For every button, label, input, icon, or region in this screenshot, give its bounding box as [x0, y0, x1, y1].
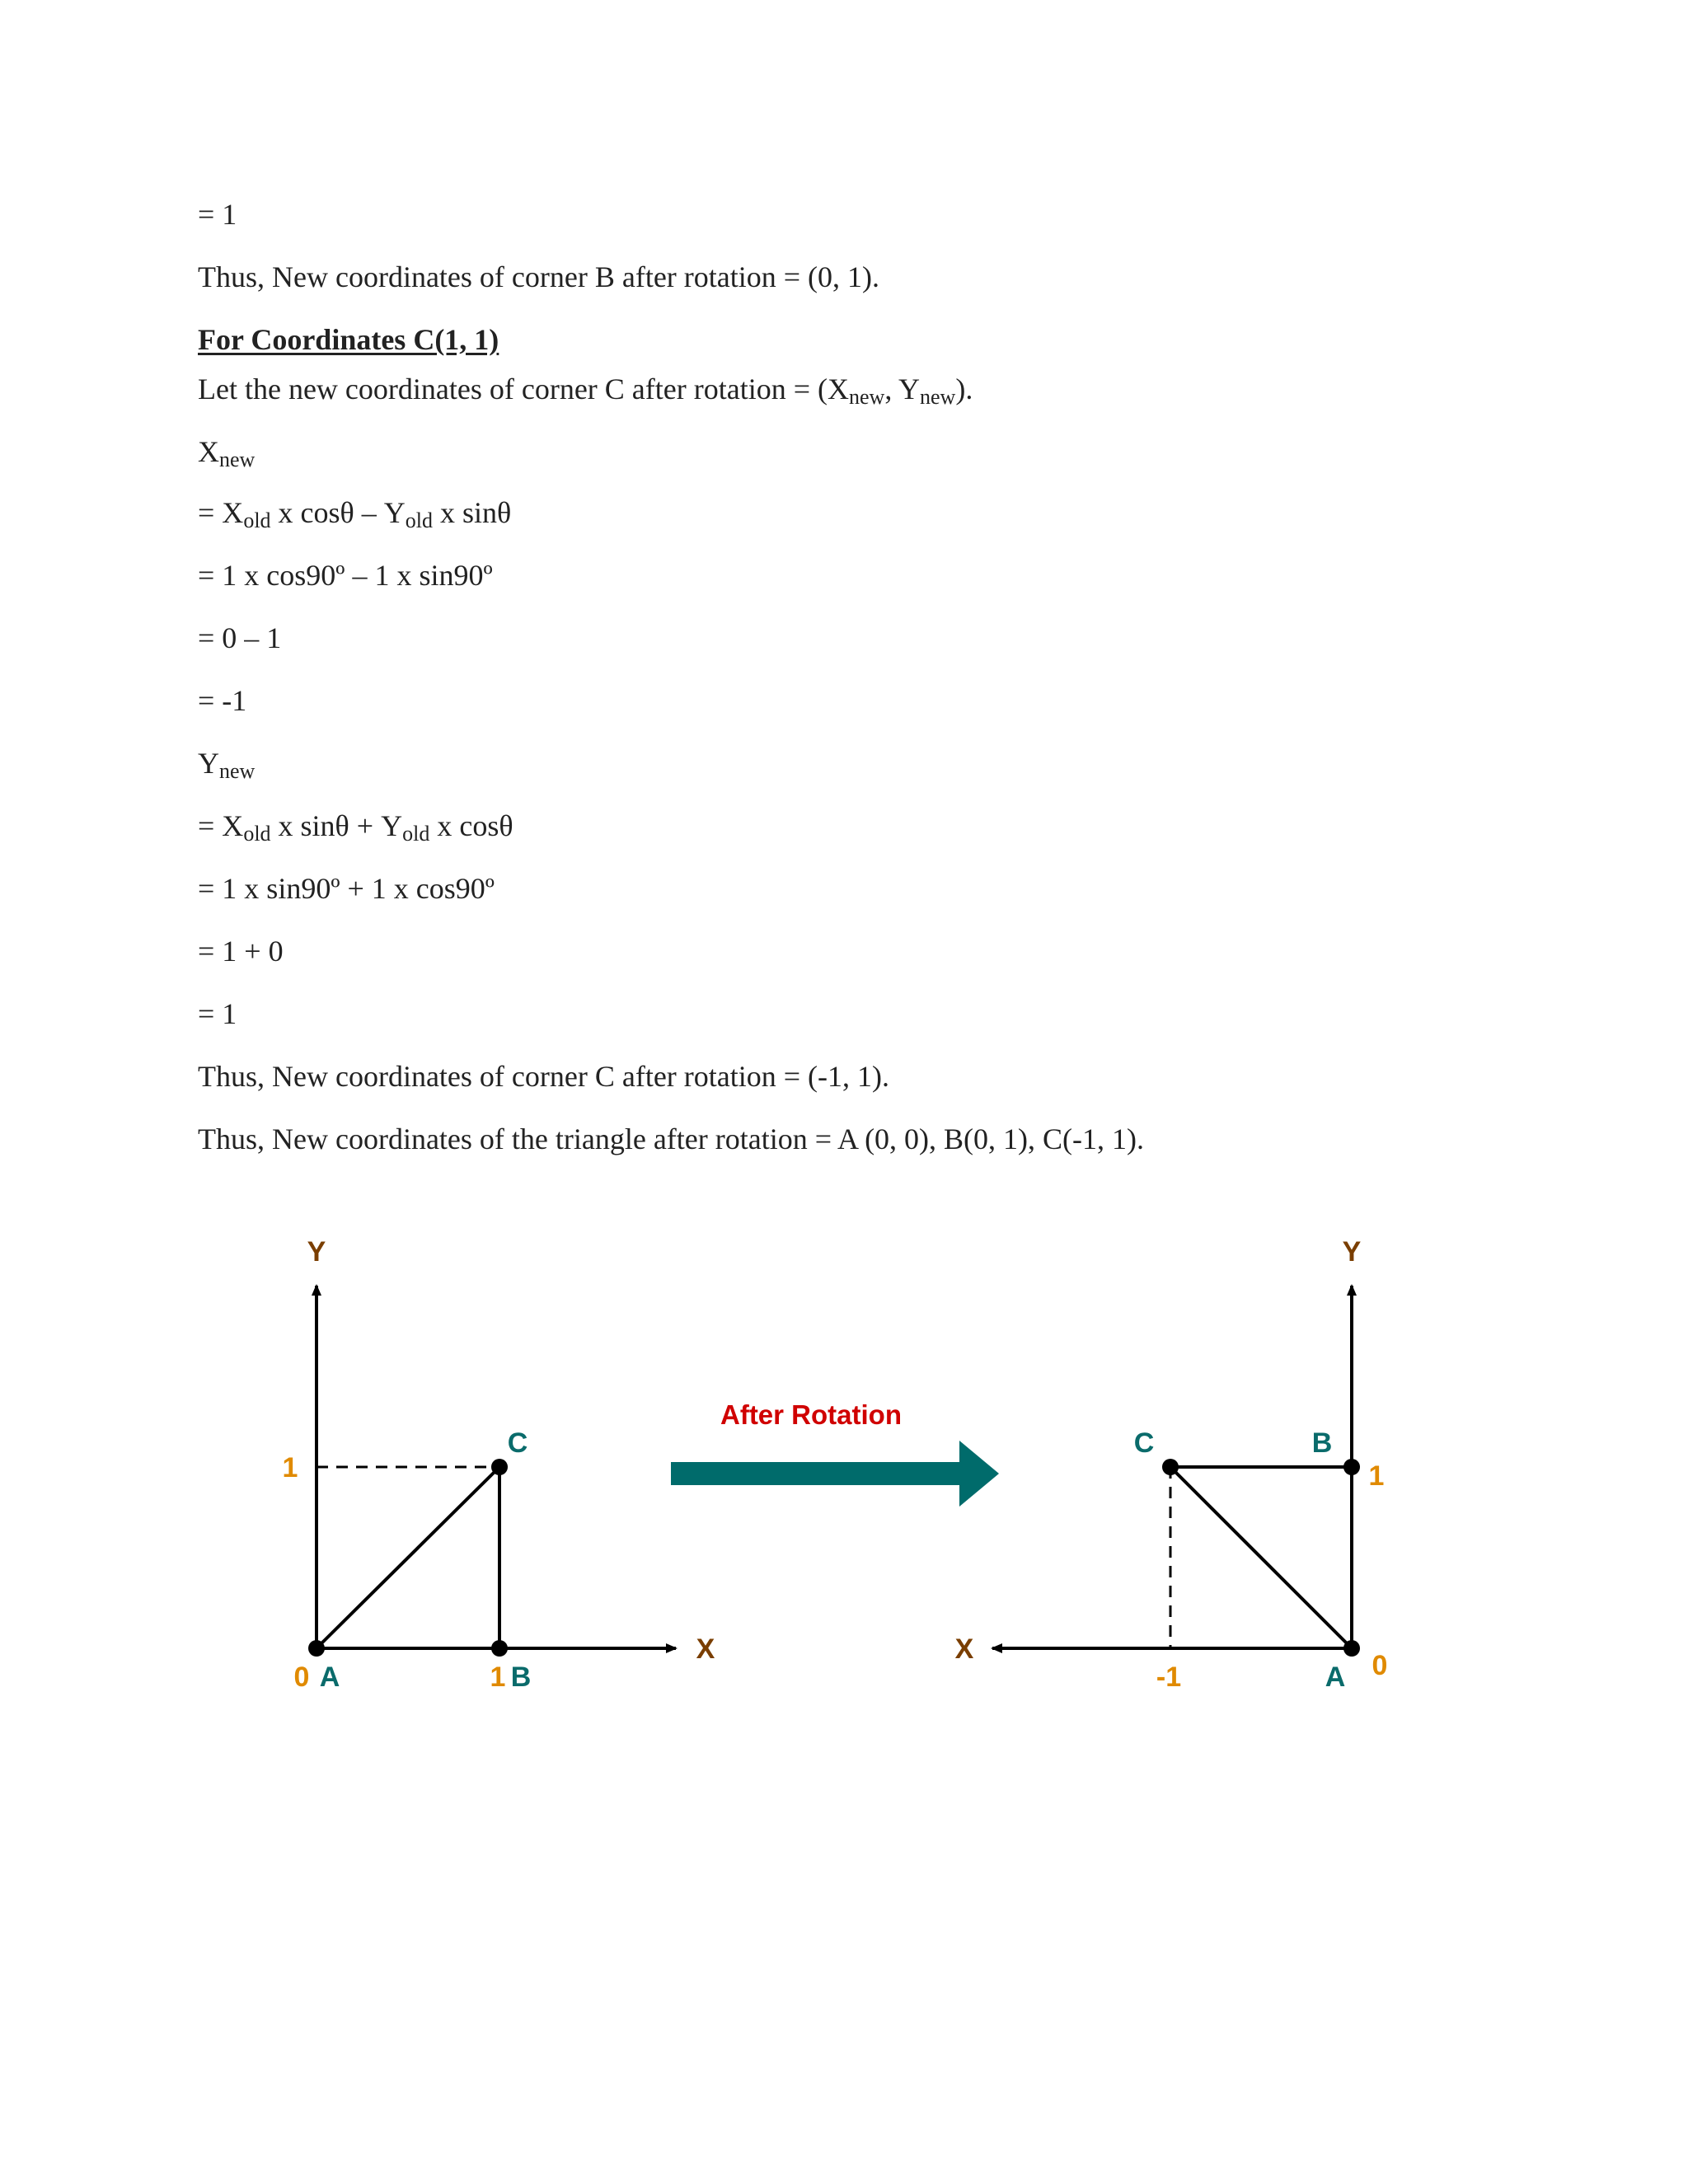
- text-line: $Y_{new}$: [198, 747, 256, 783]
- point-a: [1343, 1640, 1360, 1657]
- text-line: = -1: [198, 684, 247, 717]
- point-c-label: C: [1133, 1427, 1155, 1459]
- point-b-label: B: [1311, 1427, 1333, 1459]
- tick-neg1-x: -1: [1156, 1661, 1182, 1693]
- triangle-edge-ca: [1170, 1467, 1352, 1648]
- y-axis-label: Y: [1342, 1236, 1362, 1268]
- text-line: = $X_{old}$ x $\sin\theta + Y_{old}$ x cosθ: [198, 809, 513, 846]
- point-b: [1343, 1459, 1360, 1475]
- point-a: [308, 1640, 325, 1657]
- text-line: Thus, New coordinates of corner B after rotation = (0, 1).: [198, 260, 880, 293]
- y-axis-label: Y: [307, 1236, 326, 1268]
- point-b-label: B: [510, 1661, 532, 1693]
- point-a-label: A: [319, 1661, 340, 1693]
- triangle-edge-ac: [316, 1467, 499, 1648]
- tick-0: 0: [1372, 1650, 1388, 1681]
- x-axis-label: X: [954, 1633, 974, 1665]
- tick-1-y: 1: [1368, 1460, 1385, 1492]
- text-line: Thus, New coordinates of the triangle after rotation = A (0, 0), B(0, 1), C(-1, 1).: [198, 1122, 1145, 1155]
- text-line: = 1: [198, 997, 237, 1030]
- text-line: Thus, New coordinates of corner C after rotation = (-1, 1).: [198, 1060, 890, 1093]
- point-c-label: C: [507, 1427, 528, 1459]
- rotation-diagram-svg: [247, 1228, 1451, 1739]
- text-line: = $X_{old}$ x cosθ – $Y_{old}$ x sinθ: [198, 496, 512, 532]
- point-c: [1162, 1459, 1179, 1475]
- text-line: $X_{new}$: [198, 435, 256, 471]
- point-a-label: A: [1325, 1661, 1346, 1693]
- x-axis-label: X: [696, 1633, 715, 1665]
- rotation-arrow: [671, 1399, 999, 1507]
- rotated-triangle-diagram: [955, 1236, 1388, 1693]
- text-line: = 1: [198, 198, 237, 231]
- rotation-arrow-shape: [671, 1441, 999, 1507]
- point-c: [491, 1459, 508, 1475]
- tick-1-y: 1: [282, 1452, 298, 1483]
- point-b: [491, 1640, 508, 1657]
- tick-1-x: 1: [490, 1661, 506, 1693]
- text-line: = 1 x cos90º – 1 x sin90º: [198, 559, 493, 592]
- text-line: = 1 + 0: [198, 935, 284, 968]
- text-line: = 1 x sin90º + 1 x cos90º: [198, 872, 495, 905]
- section-heading: For Coordinates C(1, 1): [198, 323, 499, 356]
- tick-0: 0: [293, 1661, 310, 1693]
- rotation-arrow-label: After Rotation: [720, 1399, 902, 1430]
- text-line: = 0 – 1: [198, 621, 282, 654]
- text-line: Let the new coordinates of corner C after rotation = ($X_{new}$, $Y_{new}$).: [198, 373, 973, 409]
- rotation-diagram: [247, 1228, 1451, 1739]
- original-triangle-diagram: [283, 1236, 715, 1693]
